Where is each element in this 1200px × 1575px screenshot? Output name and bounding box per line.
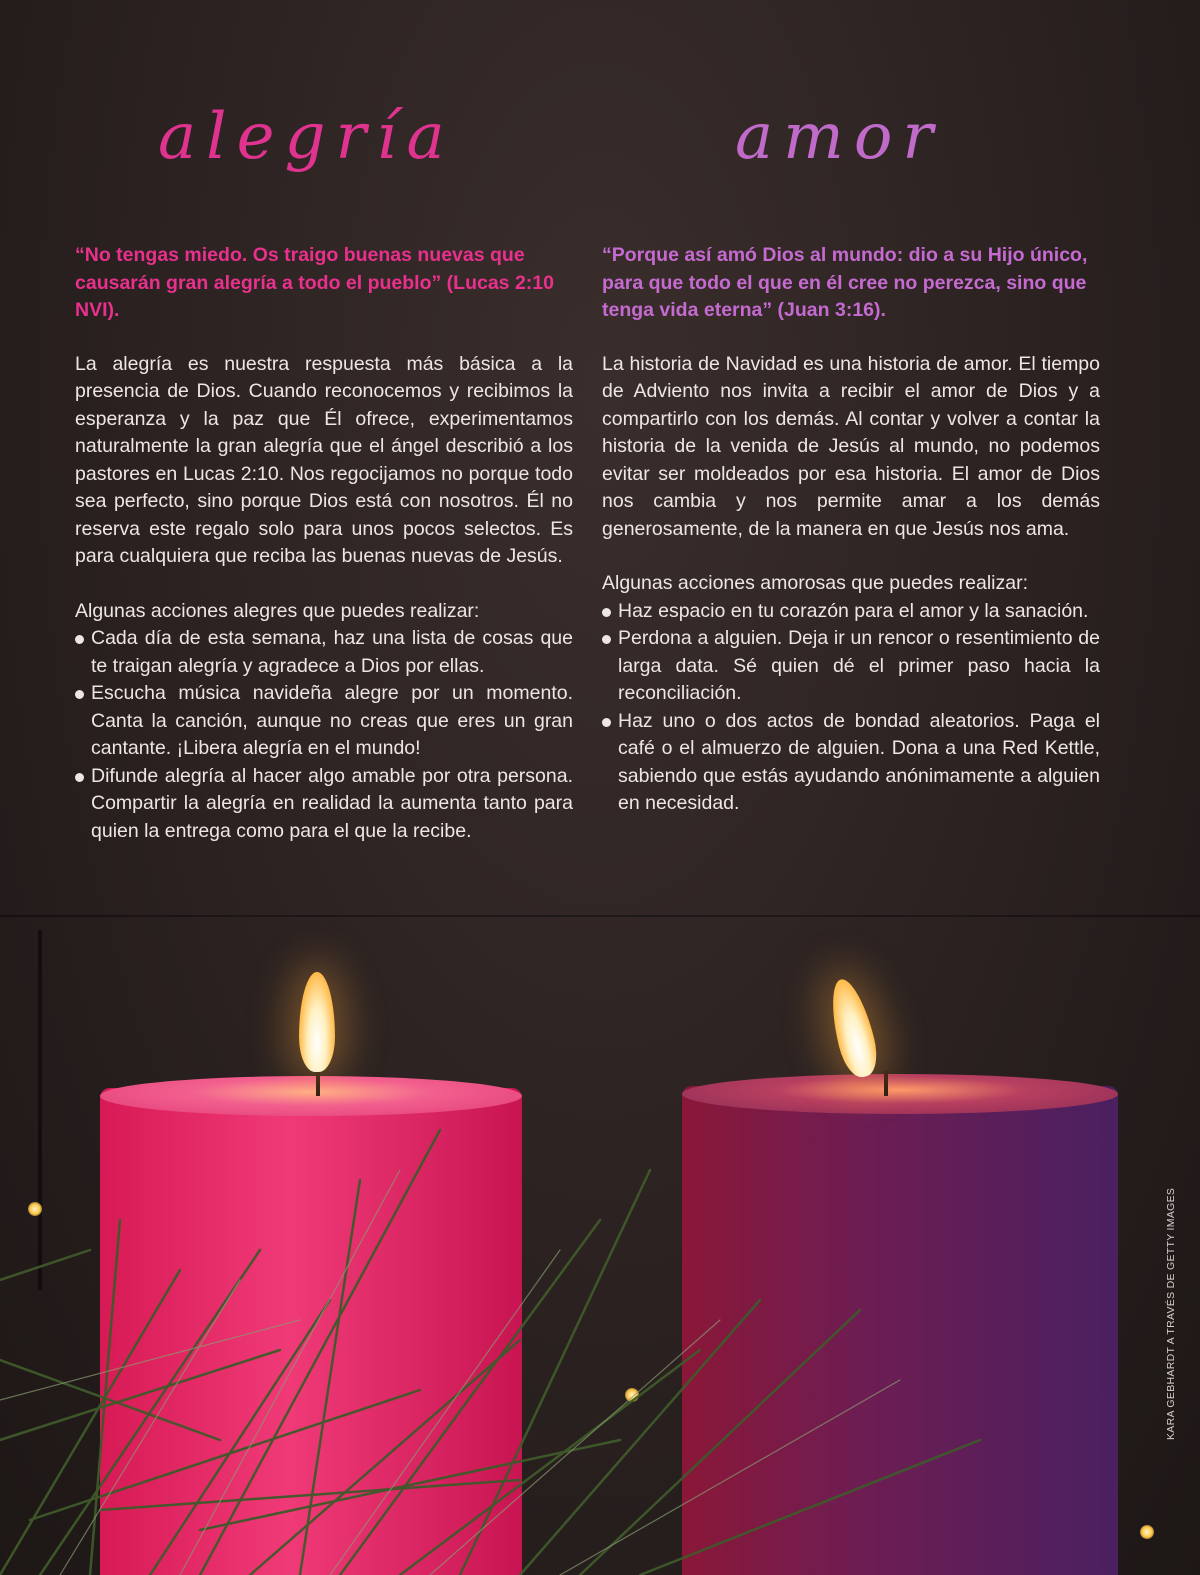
pine-branches: [0, 920, 1200, 1575]
list-item: [602, 598, 1100, 626]
list-item: [75, 680, 573, 763]
column-amor: [602, 242, 1100, 818]
list-item-text: Haz uno o dos actos de bondad aleatorios. Paga el café o el almuerzo de alguien. Dona a una Red Kettle, sabiendo que estás ayudando anónimamente a alguien en necesidad.: [618, 709, 1100, 814]
title-alegria: alegría: [158, 100, 455, 174]
actions-intro: Algunas acciones alegres que puedes realizar:: [75, 599, 480, 622]
bible-quote: “Porque así amó Dios al mundo: dio a su Hijo único, para que todo el que en él cree no perezca, sino que tenga vida eterna” (Juan 3:16).: [602, 244, 1088, 321]
bullet-icon: [602, 718, 611, 727]
title-amor: amor: [735, 100, 943, 174]
list-item: [75, 625, 573, 680]
list-item: [602, 708, 1100, 818]
list-item-text: Cada día de esta semana, haz una lista de cosas que te traigan alegría y agradece a Dios por ellas.: [91, 627, 573, 677]
bullet-icon: [75, 690, 84, 699]
list-item: [75, 763, 573, 846]
bullet-icon: [75, 635, 84, 644]
body-paragraph: La alegría es nuestra respuesta más básica a la presencia de Dios. Cuando reconocemos y recibimos la esperanza y la paz que Él ofrece, experimentamos naturalmente la gran alegría que el ángel describió a los pastores en Lucas 2:10. Nos regocijamos no porque todo sea perfecto, sino porque Dios está con nosotros. Él no reserva este regalo solo para unos pocos selectos. Es para cualquiera que reciba las buenas nuevas de Jesús.: [75, 352, 573, 567]
list-item: [602, 625, 1100, 708]
candles-photo: [0, 920, 1200, 1575]
actions-intro: Algunas acciones amorosas que puedes realizar:: [602, 572, 1029, 594]
wood-plank-line: [0, 915, 1200, 917]
list-item-text: Difunde alegría al hacer algo amable por otra persona. Compartir la alegría en realidad la aumenta tanto para quien la entrega como para el que la recibe.: [91, 764, 573, 842]
photo-credit: KARA GEBHARDT A TRAVÉS DE GETTY IMAGES: [1165, 1187, 1177, 1440]
column-alegria: [75, 242, 573, 845]
actions-list: [75, 625, 573, 845]
actions-list: [602, 598, 1100, 818]
list-item-text: Escucha música navideña alegre por un momento. Canta la canción, aunque no creas que eres un gran cantante. ¡Libera alegría en el mundo!: [91, 682, 573, 759]
bullet-icon: [602, 635, 611, 644]
list-item-text: Haz espacio en tu corazón para el amor y la sanación.: [618, 599, 1089, 622]
bullet-icon: [602, 608, 611, 617]
bible-quote: “No tengas miedo. Os traigo buenas nuevas que causarán gran alegría a todo el pueblo” (Lucas 2:10 NVI).: [75, 244, 554, 321]
body-paragraph: La historia de Navidad es una historia de amor. El tiempo de Adviento nos invita a recibir el amor de Dios y a compartirlo con los demás. Al contar y volver a contar la historia de la venida de Jesús al mundo, no podemos evitar ser moldeados por esa historia. El amor de Dios nos cambia y nos permite amar a los demás generosamente, de la manera en que Jesús nos ama.: [602, 352, 1100, 540]
bullet-icon: [75, 773, 84, 782]
list-item-text: Perdona a alguien. Deja ir un rencor o resentimiento de larga data. Sé quien dé el primer paso hacia la reconciliación.: [618, 627, 1100, 704]
